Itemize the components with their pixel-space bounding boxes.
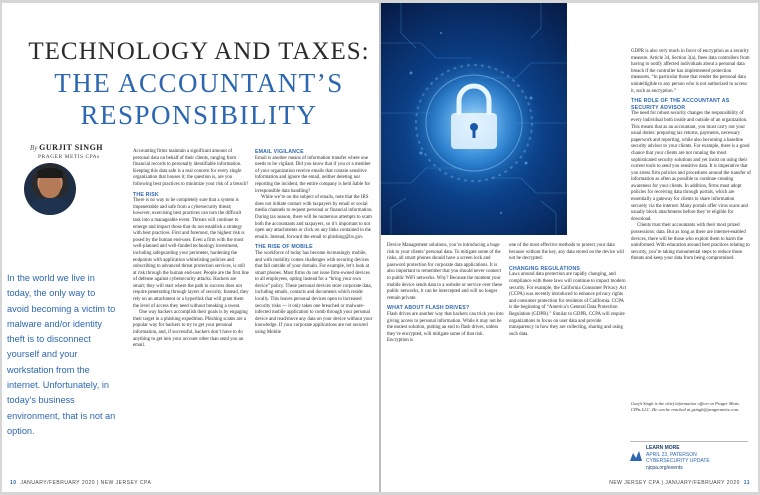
title-line-3: RESPONSIBILITY xyxy=(80,100,318,130)
role-paragraph-2: Clients trust their accountants with their most prized possessions: data. But as long as there are internet-enabled devices, there will be those who exploit them to harm the uninformed. With education around best practices relating to security, you’re taking monumental steps to reduce those threats and keep your data from being compromised. xyxy=(631,223,750,262)
byline xyxy=(30,143,103,160)
author-note: Gurjit Singh is the chief information officer at Prager Metis CPAs LLC. He can be reached at gsingh@pragermetis.com. xyxy=(631,401,740,413)
right-page xyxy=(381,3,758,492)
section-heading-risk: THE RISK xyxy=(133,191,159,198)
section-heading-mobile: THE RISE OF MOBILE xyxy=(255,244,313,251)
section-heading-flash: WHAT ABOUT FLASH DRIVES? xyxy=(387,305,470,312)
left-folio-text: JANUARY/FEBRUARY 2020 | NEW JERSEY CPA xyxy=(20,480,152,486)
email-paragraph: Email is another means of information transfer where one needs to be vigilant. Did you know that if you or a member of your organization receive emails that contain sensitive information and ignore the email, neither deleting nor reporting the incident, the entire company is held liable for irresponsible data handling? xyxy=(255,155,371,194)
title-line-1: TECHNOLOGY AND TAXES: xyxy=(28,38,370,65)
regulations-paragraph: Laws around data protection are rapidly changing, and compliance with these laws will continue to impact modern security. For example, the California Consumer Privacy Act (CCPA) was recently introduced to enhance privacy rights and consumer protection for residents of California. CCPA is the beginning of “America’s General Data Protection Regulation (GDPR).” Similar to GDPR, CCPA will require organizations to focus on user data and provide transparency in how they are collecting, sharing and using such data. xyxy=(509,272,627,337)
mobile-paragraph: The workforce of today has become increasingly mobile, and with mobility comes challenges with securing devices that fall outside of your domain. For example, let’s look at smart phones. Most firms do not issue firm-owned devices to all employees, opting instead for a “bring your own device” policy. These personal devices store corporate data, including emails, contacts and documents which reside locally. This leaves personal devices open to increased security risks — it only takes one breached or malware-infected mobile application to comb through your personal device and read/move any data on your device without your knowledge. If your corporate applications are not secured using Mobile xyxy=(255,250,373,336)
title-line-2: THE ACCOUNTANT’S xyxy=(54,68,344,98)
left-page-number: 10 xyxy=(10,480,17,486)
ad-event-name: CYBERSECURITY UPDATE xyxy=(646,458,710,464)
flash-paragraph: Flash drives are another way that hackers can trick you into giving access to personal information. While it may not be the easiest solution, putting an end to flash drives, unless they’re encrypted, will mitigate some of that risk. Encryption is xyxy=(387,311,504,344)
left-column-2 xyxy=(255,149,373,337)
left-column-1 xyxy=(133,149,249,350)
left-folio xyxy=(10,480,151,486)
gdpr-paragraph: GDPR is also very much in favor of encryption as a security measure. Article 34, Section 3(a), frees data controllers from having to notify affected individuals about a personal data breach if the controller has implemented protection measures, “in particular those that render the personal data unintelligible to any person who is not authorized to access it, such as encryption.” xyxy=(631,49,750,94)
author-photo xyxy=(24,163,76,215)
email-paragraph-2: While we’re on the subject of emails, note that the IRS does not initiate contact with taxpayers by email or social media channels to request personal or financial information. During tax season, there will be numerous attempts to scam both the accountants and taxpayers, so it’s important to not open any attachments or click on any links contained in the emails. Instead, forward the email to phishing@irs.gov. xyxy=(255,195,373,240)
section-heading-role: THE ROLE OF THE ACCOUNTANT AS SECURITY ADVISOR xyxy=(631,98,730,111)
cyber-lock-image xyxy=(381,3,567,235)
intro-paragraph: Accounting firms maintain a significant amount of personal data on behalf of their clients, ranging from financial records to personally identifiable information. Keeping this data safe is a real concern for every single organization that houses it; the question is, are you following best practices to minimize your risk of a breach? xyxy=(133,149,249,187)
author-name: GURJIT SINGH xyxy=(39,143,104,152)
pull-quote: In the world we live in today, the only way to avoid becoming a victim to malware and/or identity theft is to disconnect yourself and your workstation from the internet. Unfortunately, in today’s business environment, that is not an option. xyxy=(7,273,116,436)
role-paragraph: The need for robust security changes the responsibility of every individual both inside and outside of an organization. This means that as an accountant, you must carry out your usual duties: preparing tax returns, payments, necessary paperwork and reporting, while also becoming a baseline security advisor to your clients. For example, there is a good chance that your clients are not running the most sophisticated security solutions and yet insist on using their current tools to send you sensitive data. It is imperative that you stress firm policies and procedures around the transfer of information as often as possible to continue creating awareness for your clients. In addition, firms must adopt policies for receiving data through portals, which are essentially a gateway for clients to share information securely via the internet. Many portals offer virus scans and usually block attachments before they’re eligible for download. xyxy=(631,111,751,222)
mobile-continued: Device Management solutions, you’re introducing a huge risk to your clients’ personal data. To mitigate some of the risks, all smart phones should have a screen lock and password protection for corporate data applications. It is also important to remember that you should never connect to public WiFi networks. Why? Because the moment your mobile device sends data to a website or service over these public networks, it can be intercepted and will no longer remain private. xyxy=(387,243,503,301)
right-page-number: 11 xyxy=(743,480,750,486)
event-ad[interactable] xyxy=(630,441,748,475)
headline xyxy=(24,37,374,131)
ad-date: APRIL 23, PATERSON xyxy=(646,452,697,458)
lock-illustration xyxy=(381,3,567,235)
section-heading-regulations: CHANGING REGULATIONS xyxy=(509,265,581,272)
section-heading-email: EMAIL VIGILANCE xyxy=(255,149,304,155)
right-folio xyxy=(609,480,750,486)
njcpa-logo-icon xyxy=(630,451,642,461)
right-column-2 xyxy=(509,243,627,338)
left-page xyxy=(2,3,379,492)
right-column-3 xyxy=(631,49,751,263)
risk-paragraph: There is no way to be completely sure that a system is impenetrable and safe from a cybersecurity threat; however, exercising best practices can turn the difficult task into a manageable event. Threats will continue to emerge and impact those that do not establish a strategy with best practices. First and foremost, the highest risk is posed by the human end-user. Even a firm with the most well-planned and well-funded technology investment, including safeguarding your perimeter, hardening the endpoints with application whitelisting policies and subscribing to advanced threat protection services, is still at risk through the human end-user. People are the first line of defense against cybersecurity attacks. Hackers are smart; they will start where the path to success does not require penetrating through layers of security. Instead, they rely on an attachment or a hyperlink that will grant them the level of access they need without breaking a sweat. xyxy=(133,198,249,309)
ad-url[interactable]: njcpa.org/events xyxy=(646,465,683,471)
right-folio-text: NEW JERSEY CPA | JANUARY/FEBRUARY 2020 xyxy=(609,480,740,486)
ad-learn-more: LEARN MORE xyxy=(646,445,680,451)
byline-by: By xyxy=(30,144,38,152)
risk-paragraph-2: One way hackers accomplish their goals is by engaging their target in a phishing expedition. Phishing scams are a popular way for hackers to try to get your personal information, and, if successful, hackers don’t have to do anything to get into your account other than send you an email. xyxy=(133,310,248,349)
encryption-continued: one of the most effective methods to protect your data because without the key, any data stored on the device will not be decrypted. xyxy=(509,243,624,262)
author-firm: PRAGER METIS CPAs xyxy=(38,154,100,160)
right-column-1 xyxy=(387,243,505,345)
